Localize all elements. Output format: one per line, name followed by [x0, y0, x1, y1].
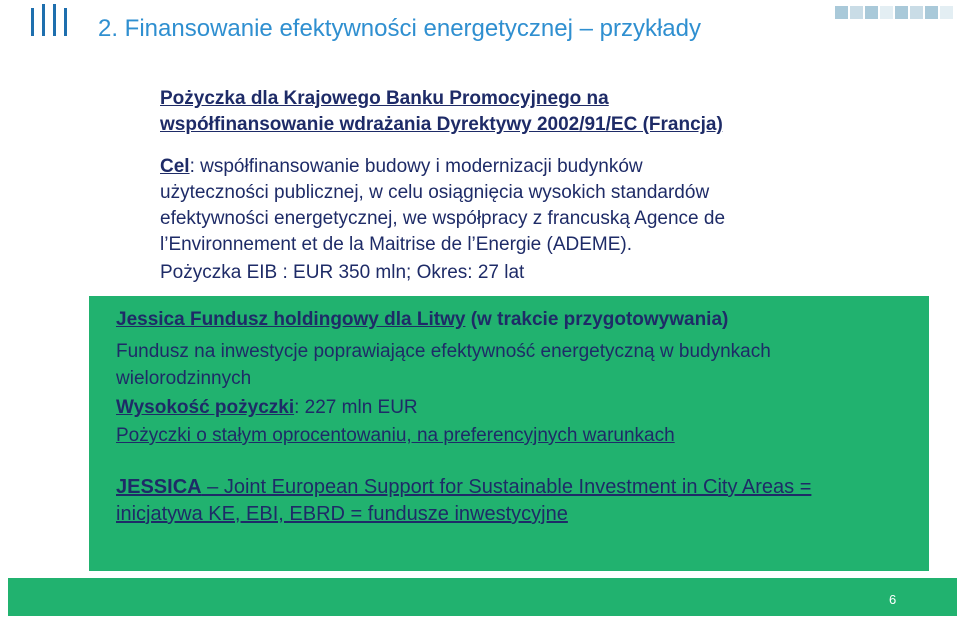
fund-line: wielorodzinnych — [116, 368, 252, 389]
goal-label: Cel — [160, 156, 190, 177]
definition-line — [116, 474, 916, 501]
france-loan-section — [160, 86, 800, 286]
logo-square — [865, 6, 878, 19]
logo-square — [835, 6, 848, 19]
heading-line: współfinansowanie wdrażania Dyrektywy 2002/91/EC (Francja) — [160, 114, 723, 135]
goal-text: : współfinansowanie budowy i modernizacji budynków — [189, 156, 643, 177]
logo-bar-3 — [53, 4, 56, 36]
fund-line: Fundusz na inwestycje poprawiające efektywność energetyczną w budynkach — [116, 341, 771, 362]
heading-line: Pożyczka dla Krajowego Banku Promocyjnego na — [160, 88, 609, 109]
logo-bar-2 — [42, 4, 45, 36]
goal-paragraph — [160, 154, 800, 258]
logo-square — [880, 6, 893, 19]
definition-text: – Joint European Support for Sustainable Investment in City Areas = — [201, 476, 812, 498]
loan-amount-label: Wysokość pożyczki — [116, 397, 295, 418]
eu-logo-squares — [835, 6, 953, 19]
goal-line: l’Environnement et de la Maitrise de l’Energie (ADEME). — [160, 234, 633, 255]
logo-square — [850, 6, 863, 19]
goal-line — [160, 154, 800, 180]
jessica-heading — [116, 306, 916, 333]
fixed-rate-note: Pożyczki o stałym oprocentowaniu, na preferencyjnych warunkach — [116, 425, 675, 446]
loan-summary: Pożyczka EIB : EUR 350 mln; Okres: 27 lat — [160, 262, 525, 283]
page-title: 2. Finansowanie efektywności energetycznej – przykłady — [98, 15, 701, 42]
jessica-heading-link: Jessica Fundusz holdingowy dla Litwy — [116, 309, 466, 330]
definition-line: inicjatywa KE, EBI, EBRD = fundusze inwestycyjne — [116, 503, 568, 525]
logo-square — [910, 6, 923, 19]
goal-line: efektywności energetycznej, we współpracy z francuską Agence de — [160, 208, 726, 229]
loan-amount-value: : 227 mln EUR — [294, 397, 418, 418]
france-loan-heading — [160, 86, 800, 138]
jessica-acronym: JESSICA — [116, 476, 202, 498]
jessica-heading-suffix: (w trakcie przygotowywania) — [465, 309, 729, 330]
logo-square — [895, 6, 908, 19]
jessica-definition — [116, 474, 916, 528]
fund-description — [116, 338, 916, 392]
eib-logo — [28, 2, 70, 40]
footer-bar — [8, 578, 957, 616]
logo-bar-4 — [64, 8, 67, 36]
logo-bar-1 — [31, 8, 34, 36]
logo-square — [925, 6, 938, 19]
loan-amount — [116, 394, 916, 421]
page-number: 6 — [889, 592, 897, 607]
logo-square — [940, 6, 953, 19]
goal-line: użyteczności publicznej, w celu osiągnięcia wysokich standardów — [160, 182, 710, 203]
